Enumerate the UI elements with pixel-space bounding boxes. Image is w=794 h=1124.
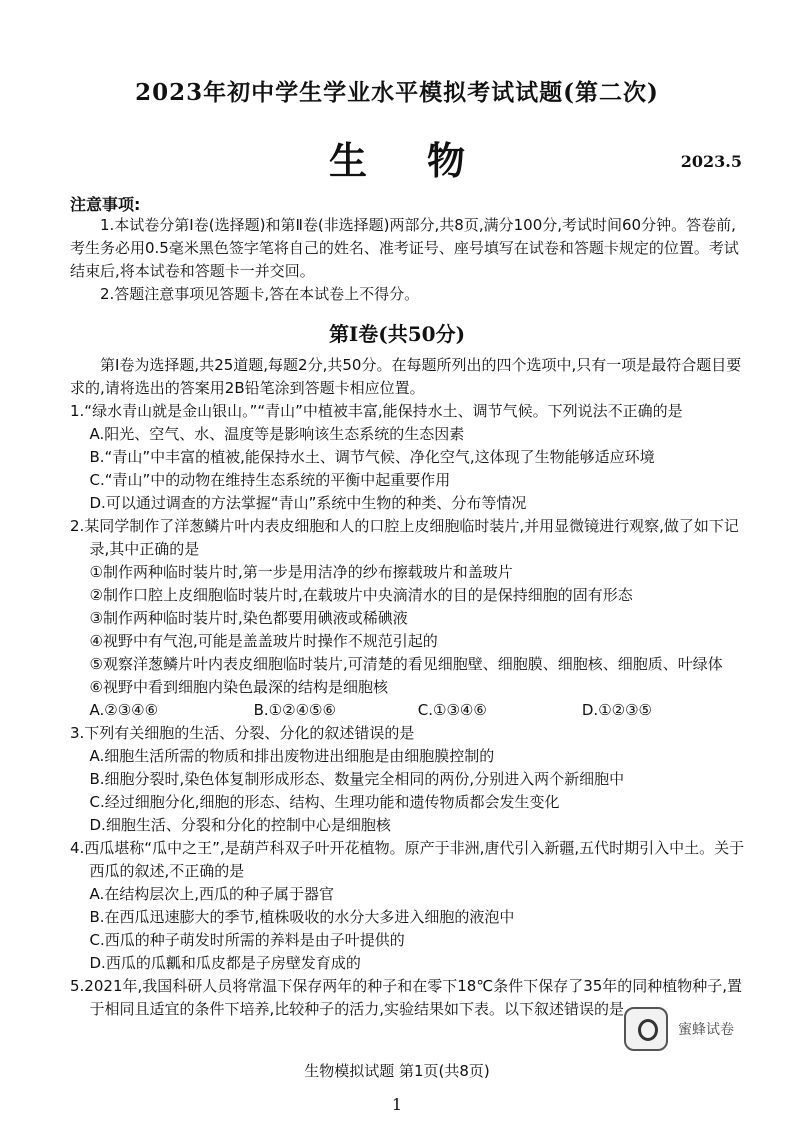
option-b: B.①②④⑤⑥ (253, 701, 336, 719)
exam-title: 2023年初中学生学业水平模拟考试试题(第二次) (135, 79, 659, 106)
subject-char-2: 物 (427, 139, 466, 183)
watermark-logo-icon (624, 1007, 668, 1051)
options-row (70, 699, 746, 722)
page-footer: 生物模拟试题 第1页(共8页) (304, 1062, 490, 1080)
option-c: C.经过细胞分化,细胞的形态、结构、生理功能和遗传物质都会发生变化 (89, 793, 560, 811)
question-area (70, 354, 746, 1021)
statement-2: ②制作口腔上皮细胞临时装片时,在载玻片中央滴清水的目的是保持细胞的固有形态 (89, 586, 633, 604)
option-a: A.②③④⑥ (89, 701, 159, 719)
statement-1: ①制作两种临时装片时,第一步是用洁净的纱布擦载玻片和盖玻片 (89, 563, 513, 581)
question-stem: 3.下列有关细胞的生活、分裂、分化的叙述错误的是 (70, 724, 415, 742)
option-c: C.“青山”中的动物在维持生态系统的平衡中起重要作用 (89, 471, 451, 489)
statement-5: ⑤观察洋葱鳞片叶内表皮细胞临时装片,可清楚的看见细胞壁、细胞膜、细胞核、细胞质、叶绿体 (89, 655, 723, 673)
question-stem: 4.西瓜堪称“瓜中之王”,是葫芦科双子叶开花植物。原产于非洲,唐代引入新疆,五代时期引入中土。关于西瓜的叙述,不正确的是 (70, 839, 745, 880)
notice-item: 1.本试卷分第Ⅰ卷(选择题)和第Ⅱ卷(非选择题)两部分,共8页,满分100分,考试时间60分钟。答卷前,考生务必用0.5毫米黑色签字笔将自己的姓名、准考证号、座号填写在试卷和答题卡规定的位置。考试结束后,将本试卷和答题卡一并交回。 (70, 216, 739, 280)
option-c: C.西瓜的种子萌发时所需的养料是由子叶提供的 (89, 931, 405, 949)
option-a: A.细胞生活所需的物质和排出废物进出细胞是由细胞膜控制的 (89, 747, 495, 765)
notice-item: 2.答题注意事项见答题卡,答在本试卷上不得分。 (100, 285, 420, 303)
option-b: B.细胞分裂时,染色体复制形成形态、数量完全相同的两份,分别进入两个新细胞中 (89, 770, 625, 788)
question-4 (70, 837, 746, 975)
statement-3: ③制作两种临时装片时,染色都要用碘液或稀碘液 (89, 609, 408, 627)
option-d: D.细胞生活、分裂和分化的控制中心是细胞核 (89, 816, 391, 834)
statement-6: ⑥视野中看到细胞内染色最深的结构是细胞核 (89, 678, 388, 696)
subject-char-1: 生 (328, 139, 367, 183)
notice-block (70, 214, 746, 306)
question-2 (70, 515, 746, 722)
question-stem: 1.“绿水青山就是金山银山。”“青山”中植被丰富,能保持水土、调节气候。下列说法不正确的是 (70, 402, 683, 420)
option-a: A.在结构层次上,西瓜的种子属于器官 (89, 885, 335, 903)
section-title: 第Ⅰ卷(共50分) (328, 322, 466, 346)
page-number: 1 (391, 1095, 403, 1114)
watermark-text: 蜜蜂试卷 (678, 1022, 734, 1038)
option-b: B.在西瓜迅速膨大的季节,植株吸收的水分大多进入细胞的液泡中 (89, 908, 515, 926)
question-1 (70, 400, 746, 515)
option-d: D.①②③⑤ (581, 701, 652, 719)
subject-title (0, 130, 794, 185)
option-d: D.西瓜的瓜瓤和瓜皮都是子房壁发育成的 (89, 954, 361, 972)
option-b: B.“青山”中丰富的植被,能保持水土、调节气候、净化空气,这体现了生物能够适应环境 (89, 448, 655, 466)
option-a: A.阳光、空气、水、温度等是影响该生态系统的生态因素 (89, 425, 465, 443)
notice-title: 注意事项: (70, 195, 141, 214)
question-3 (70, 722, 746, 837)
option-d: D.可以通过调查的方法掌握“青山”系统中生物的种类、分布等情况 (89, 494, 527, 512)
statement-4: ④视野中有气泡,可能是盖盖玻片时操作不规范引起的 (89, 632, 438, 650)
question-stem: 5.2021年,我国科研人员将常温下保存两年的种子和在零下18℃条件下保存了35年的同种植物种子,置于相同且适宜的条件下培养,比较种子的活力,实验结果如下表。以下叙述错误的是 (70, 977, 743, 1018)
watermark (624, 1008, 734, 1050)
exam-date: 2023.5 (680, 152, 742, 171)
section-intro: 第Ⅰ卷为选择题,共25道题,每题2分,共50分。在每题所列出的四个选项中,只有一项是最符合题目要求的,请将选出的答案用2B铅笔涂到答题卡相应位置。 (70, 356, 742, 397)
question-stem: 2.某同学制作了洋葱鳞片叶内表皮细胞和人的口腔上皮细胞临时装片,并用显微镜进行观察,做了如下记录,其中正确的是 (70, 517, 739, 558)
option-c: C.①③④⑥ (417, 701, 487, 719)
